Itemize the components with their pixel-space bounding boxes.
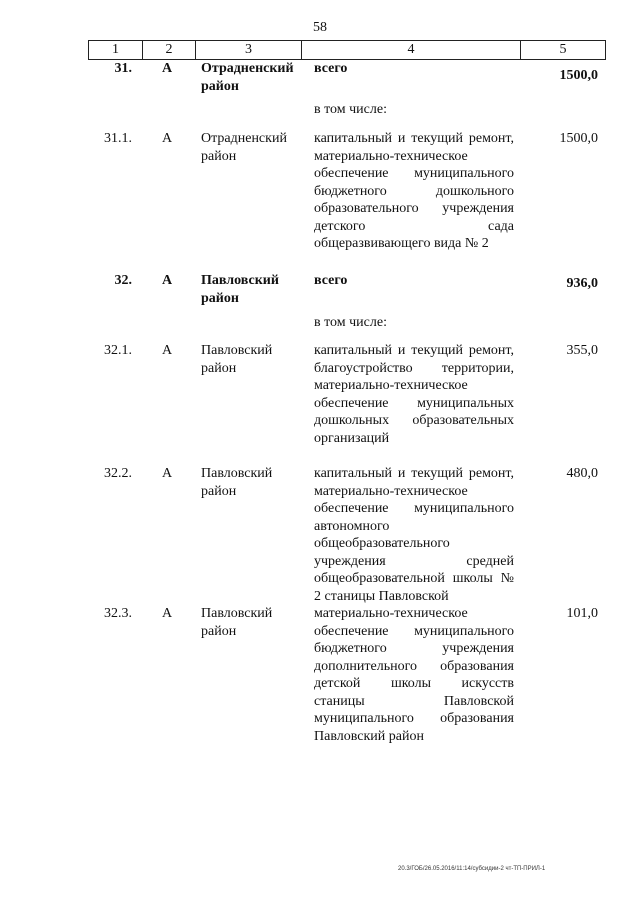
row-district: Павловский район (201, 273, 279, 306)
header-col-5: 5 (559, 42, 567, 57)
row-description: капитальный и текущий ремонт, благоустройство территории, материально-техническое обеспечение муниципальных дошкольных образовательных организаций (314, 343, 514, 446)
row-category: А (162, 343, 173, 358)
row-category: А (162, 131, 173, 146)
row-number: 32.3. (104, 606, 132, 621)
row-category: А (162, 466, 173, 481)
row-category: А (162, 61, 173, 76)
row-description: материально-техническое обеспечение муниципального бюджетного учреждения дополнительного образования детской школы искусств станицы Павловской муниципального образования Павловский район (314, 606, 514, 744)
row-category: А (162, 606, 173, 621)
header-col-4: 4 (302, 41, 521, 59)
row-amount: 936,0 (566, 276, 598, 291)
row-district: Павловский район (201, 343, 273, 376)
document-footer: 20.3/ГОБ/26.05.2016/11:14/субсидии-2 чт-ТП-ПРИЛ-1 (398, 866, 546, 872)
row-number: 32. (114, 273, 132, 288)
header-col-2: 2 (143, 41, 196, 59)
header-col-3: 3 (196, 41, 302, 59)
row-amount: 1500,0 (559, 131, 598, 146)
row-description: капитальный и текущий ремонт, материально-техническое обеспечение муниципального автономного общеобразовательного учреждения средней общеобразовательной школы № 2 станицы Павловской (314, 466, 514, 604)
row-amount: 1500,0 (559, 68, 598, 83)
row-amount: 101,0 (566, 606, 598, 621)
table-header (88, 40, 606, 60)
page-number: 58 (313, 20, 327, 35)
row-district: Отрадненский район (201, 61, 294, 94)
row-number: 31. (114, 61, 132, 76)
row-number: 31.1. (104, 131, 132, 146)
subtotal-label: в том числе: (314, 102, 387, 117)
subtotal-label: в том числе: (314, 315, 387, 330)
row-category: А (162, 273, 173, 288)
row-number: 32.2. (104, 466, 132, 481)
row-district: Павловский район (201, 606, 273, 639)
row-amount: 355,0 (566, 343, 598, 358)
row-amount: 480,0 (566, 466, 598, 481)
row-district: Отрадненский район (201, 131, 287, 164)
row-description: всего (314, 61, 348, 76)
row-number: 32.1. (104, 343, 132, 358)
row-district: Павловский район (201, 466, 273, 499)
header-col-1: 1 (89, 41, 143, 59)
row-description: всего (314, 273, 348, 288)
row-description: капитальный и текущий ремонт, материально-техническое обеспечение муниципального бюджетного дошкольного образовательного учреждения детского сада общеразвивающего вида № 2 (314, 131, 514, 251)
